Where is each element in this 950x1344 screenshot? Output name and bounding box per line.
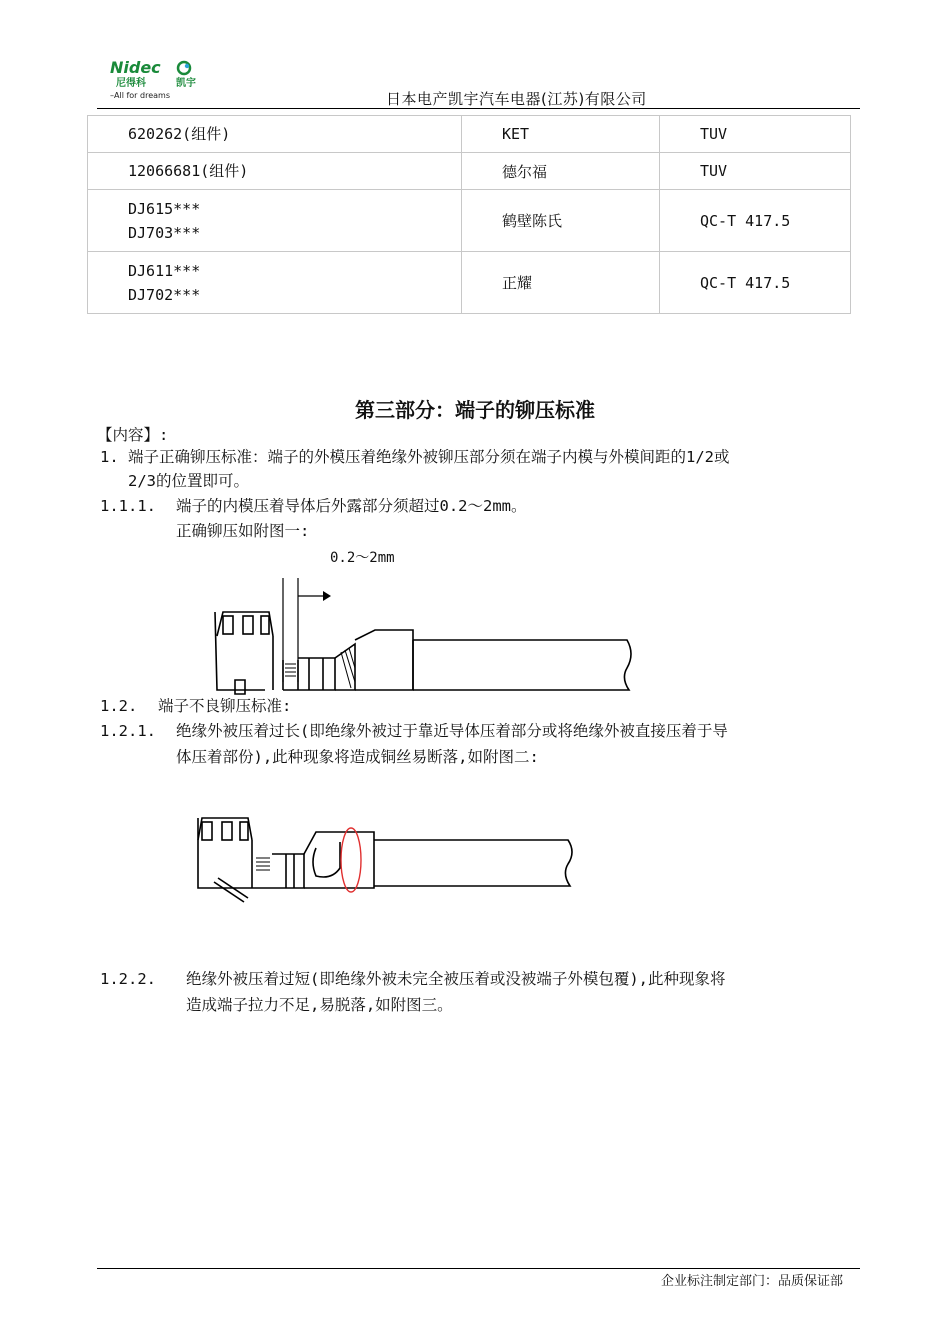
item122-text-line1: 绝缘外被压着过短(即绝缘外被未完全被压着或没被端子外模包覆),此种现象将: [186, 970, 726, 988]
dimension-arrow-icon: [323, 591, 331, 601]
part-cell: [88, 252, 462, 314]
standard-cell: QC-T 417.5: [660, 252, 851, 314]
part-cell: [88, 116, 462, 153]
figure1-caption: 正确铆压如附图一:: [176, 522, 310, 540]
item121-text-line1: 绝缘外被压着过长(即绝缘外被过于靠近导体压着部分或将绝缘外被直接压着于导: [176, 722, 728, 740]
part-number: DJ615***: [128, 199, 201, 218]
figure1-correct-crimp-diagram: [205, 572, 637, 698]
table-row: [88, 116, 851, 153]
part-number: DJ703***: [128, 223, 201, 242]
part-number: 12066681(组件): [128, 162, 249, 180]
item-number: 1.1.1.: [100, 497, 156, 515]
footer-divider: [97, 1268, 860, 1269]
footer-text: 企业标注制定部门：品质保证部: [661, 1274, 844, 1289]
standard-cell: TUV: [660, 116, 851, 153]
table-row: [88, 190, 851, 252]
table-row: [88, 252, 851, 314]
dimension-label: 0.2～2mm: [330, 550, 395, 566]
logo-sub-cn2: 凯宇: [176, 78, 196, 89]
table-row: [88, 153, 851, 190]
item-number: 1.2.: [100, 697, 138, 715]
content-label: 【内容】:: [97, 426, 169, 444]
item1-text-line1: 端子正确铆压标准：端子的外模压着绝缘外被铆压部分须在端子内模与外模间距的1/2或: [128, 448, 730, 466]
item121-text-line2: 体压着部份),此种现象将造成铜丝易断落,如附图二:: [176, 748, 539, 766]
logo-brand-name: Nidec: [110, 58, 161, 77]
logo-tagline: –All for dreams: [110, 91, 170, 100]
item-number: 1.2.1.: [100, 722, 156, 740]
part-cell: [88, 153, 462, 190]
header-divider: [97, 108, 860, 109]
item111-text: 端子的内模压着导体后外露部分须超过0.2～2mm。: [176, 497, 527, 515]
item1-text-line2: 2/3的位置即可。: [128, 472, 249, 490]
section-title: 第三部分：端子的铆压标准: [355, 398, 595, 422]
part-number: DJ702***: [128, 285, 201, 304]
supplier-cell: 正耀: [462, 252, 660, 314]
part-cell: [88, 190, 462, 252]
standard-cell: QC-T 417.5: [660, 190, 851, 252]
company-name: 日本电产凯宇汽车电器(江苏)有限公司: [386, 90, 647, 108]
certification-table: [87, 115, 851, 314]
company-logo: [108, 58, 208, 104]
standard-cell: TUV: [660, 153, 851, 190]
item-number: 1.2.2.: [100, 970, 156, 988]
item12-text: 端子不良铆压标准:: [158, 697, 292, 715]
item-number: 1.: [100, 448, 119, 466]
supplier-cell: 德尔福: [462, 153, 660, 190]
logo-sub-cn: 尼得科: [116, 78, 146, 89]
figure2-defect-diagram: [192, 812, 582, 908]
supplier-cell: KET: [462, 116, 660, 153]
item122-text-line2: 造成端子拉力不足,易脱落,如附图三。: [186, 996, 453, 1014]
part-number: DJ611***: [128, 261, 201, 280]
part-number: 620262(组件): [128, 125, 231, 143]
defect-highlight-ellipse: [341, 828, 361, 892]
supplier-cell: 鹤壁陈氏: [462, 190, 660, 252]
